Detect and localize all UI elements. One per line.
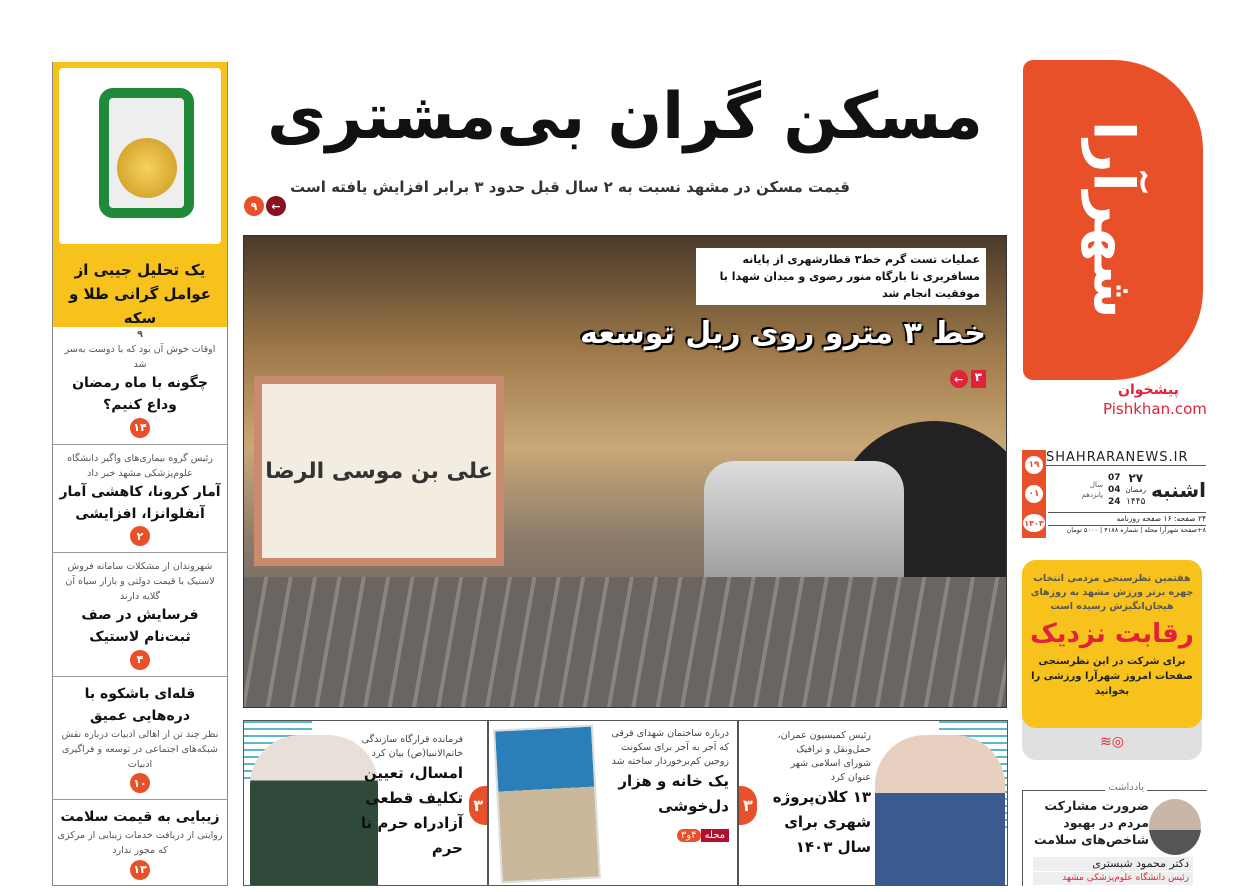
note-headline: ضرورت مشارکت مردم در بهبود شاخص‌های سلامت bbox=[1034, 798, 1149, 847]
hijri-day: ۲۷ bbox=[1128, 471, 1144, 485]
story-headline: ۱۳ کلان‌پروژه شهری برای سال ۱۴۰۳ bbox=[772, 788, 871, 856]
main-subhead: قیمت مسکن در مشهد نسبت به ۲ سال قبل حدود ۳ برابر افزایش یافته است bbox=[290, 178, 850, 196]
left-column bbox=[52, 62, 228, 886]
banner-text: علی بن موسی الرضا bbox=[265, 458, 493, 484]
item-headline: آمار کرونا، کاهشی آمار آنفلوانزا، افزایشی bbox=[59, 483, 221, 522]
pages-line: ۲۴ صفحه: ۱۶ صفحه روزنامه bbox=[1048, 512, 1206, 524]
list-item[interactable] bbox=[53, 327, 227, 445]
item-kicker: نظر چند تن از اهالی ادبیات درباره نقش شبکه‌های اجتماعی در توسعه و فراگیری ادبیات bbox=[61, 728, 219, 770]
year-label: سال bbox=[1089, 481, 1103, 489]
note-author: دکتر محمود شبستری bbox=[1033, 857, 1193, 871]
sports-logo-icon: ◎≋ bbox=[1100, 734, 1124, 750]
watermark-site: Pishkhan.com bbox=[1103, 400, 1207, 418]
solar-day: ۱۹ bbox=[1025, 456, 1043, 474]
page-number: ۳ bbox=[739, 786, 757, 825]
page-ref[interactable] bbox=[244, 196, 286, 216]
hijri-month: رمضان bbox=[1125, 486, 1147, 494]
shrine-banner bbox=[254, 376, 504, 566]
page-number: ۱۴ bbox=[130, 418, 150, 438]
item-headline: زیبایی به قیمت سلامت bbox=[60, 809, 220, 825]
page-number: ۹ bbox=[137, 329, 143, 340]
logo bbox=[1018, 60, 1208, 420]
hijri-year: ۱۴۴۵ bbox=[1126, 497, 1146, 507]
story-kicker: درباره ساختمان شهدای قرقی که آجر به آجر برای سکونت زوجین کم‌برخوردار ساخته شد bbox=[611, 728, 729, 767]
item-headline: فرسایش در صف ثبت‌نام لاستیک bbox=[81, 607, 199, 645]
metro-train bbox=[704, 461, 904, 591]
item-headline: چگونه با ماه رمضان وداع کنیم؟ bbox=[72, 375, 208, 413]
item-kicker: اوقات خوش آن بود که با دوست به‌سر شد bbox=[64, 344, 216, 370]
sports-poll-promo[interactable] bbox=[1022, 560, 1202, 760]
rail-tracks bbox=[244, 577, 1006, 707]
person-photo bbox=[875, 735, 1005, 886]
item-kicker: رئیس گروه بیماری‌های واگیر دانشگاه علوم‌پزشکی مشهد خبر داد bbox=[67, 452, 213, 479]
story-headline: امسال، تعیین تکلیف قطعی آزادراه حرم تا حرم bbox=[360, 764, 463, 857]
story-kicker: عملیات تست گرم خط۳ قطارشهری از پایانه مسافربری تا بارگاه منور رضوی و میدان شهدا با موفقیت انجام شد bbox=[696, 248, 986, 305]
greg-day: 07 bbox=[1108, 473, 1121, 483]
gold-promo[interactable] bbox=[53, 62, 227, 327]
main-headline: مسکن گران بی‌مشتری bbox=[267, 80, 983, 154]
list-item[interactable] bbox=[53, 677, 227, 801]
solar-year: ۱۴۰۳ bbox=[1023, 514, 1045, 532]
story-kicker: رئیس کمیسیون عمران، حمل‌ونقل و ترافیک شورای اسلامی شهر عنوان کرد bbox=[777, 730, 871, 783]
page-number: ۱۳ bbox=[130, 860, 150, 880]
logo-mark: شهرآرا bbox=[1023, 60, 1203, 380]
greg-year: 24 bbox=[1108, 497, 1121, 507]
main-story-photo[interactable] bbox=[243, 235, 1007, 708]
story-kicker: فرمانده قرارگاه سازندگی خاتم‌الانبیا(ص) بیان کرد bbox=[361, 734, 463, 759]
opinion-note[interactable] bbox=[1022, 782, 1207, 886]
bottom-story[interactable] bbox=[738, 720, 1008, 886]
magazine-cover bbox=[493, 724, 601, 883]
promo-headline: رقابت نزدیک bbox=[1030, 619, 1194, 649]
item-headline: قله‌ای باشکوه با دره‌هایی عمیق bbox=[84, 685, 196, 724]
list-item[interactable] bbox=[53, 553, 227, 677]
page-number: ۲ bbox=[130, 526, 150, 546]
watermark: پیشخوان bbox=[1118, 382, 1179, 398]
section-label: محله bbox=[701, 829, 729, 842]
page-number: ۱۰ bbox=[130, 773, 150, 793]
bottom-story[interactable] bbox=[488, 720, 738, 886]
website: SHAHRARANEWS.IR bbox=[1046, 450, 1206, 466]
list-item[interactable] bbox=[53, 445, 227, 554]
story-headline: خط ۳ مترو روی ریل توسعه bbox=[580, 316, 986, 351]
issue-info bbox=[1022, 450, 1206, 550]
page-number: ۹ bbox=[244, 196, 264, 216]
promo-body: برای شرکت در این نظرسنجی صفحات امروز شهرآرا ورزشی را بخوانید bbox=[1031, 656, 1193, 697]
gold-headline: یک تحلیل جیبی از عوامل گرانی طلا و سکه bbox=[69, 261, 211, 327]
arrow-left-icon: ← bbox=[950, 370, 968, 388]
note-author-role: رئیس دانشگاه علوم‌پزشکی مشهد bbox=[1033, 872, 1193, 885]
promo-kicker: هفتمین نظرسنجی مردمی انتخاب چهره برتر ورزش مشهد به روزهای هیجان‌انگیزش رسیده است bbox=[1030, 573, 1194, 612]
page-number: ۳ bbox=[469, 786, 487, 825]
page-number: ۴ bbox=[130, 650, 150, 670]
item-kicker: روایتی از دریافت خدمات زیبایی از مرکزی که مجوز ندارد bbox=[57, 830, 223, 856]
page-number: ۳ bbox=[971, 370, 986, 388]
greg-month: 04 bbox=[1108, 485, 1121, 495]
bottom-story[interactable] bbox=[243, 720, 488, 886]
note-label: یادداشت bbox=[1105, 782, 1147, 793]
list-item[interactable] bbox=[53, 800, 227, 886]
page-number: ۴و۳ bbox=[677, 829, 701, 842]
story-headline: یک خانه و هزار دل‌خوشی bbox=[618, 772, 729, 815]
author-avatar bbox=[1149, 799, 1201, 855]
weekday: اشنبه bbox=[1151, 478, 1206, 502]
arrow-left-icon: ← bbox=[266, 196, 286, 216]
item-kicker: شهروندان از مشکلات سامانه فروش لاستیک با قیمت دولتی و بازار سیاه آن گلایه دارند bbox=[65, 561, 215, 602]
gold-coin-image bbox=[59, 68, 221, 244]
page-ref[interactable] bbox=[950, 370, 986, 388]
solar-month: ۰۱ bbox=[1025, 485, 1043, 503]
price-line: ۸+صفحه شهرآرا محله | شماره ۴۱۸۸ | ۵۰۰۰ تومان bbox=[1048, 525, 1206, 535]
year-number: پانزدهم bbox=[1081, 491, 1103, 499]
